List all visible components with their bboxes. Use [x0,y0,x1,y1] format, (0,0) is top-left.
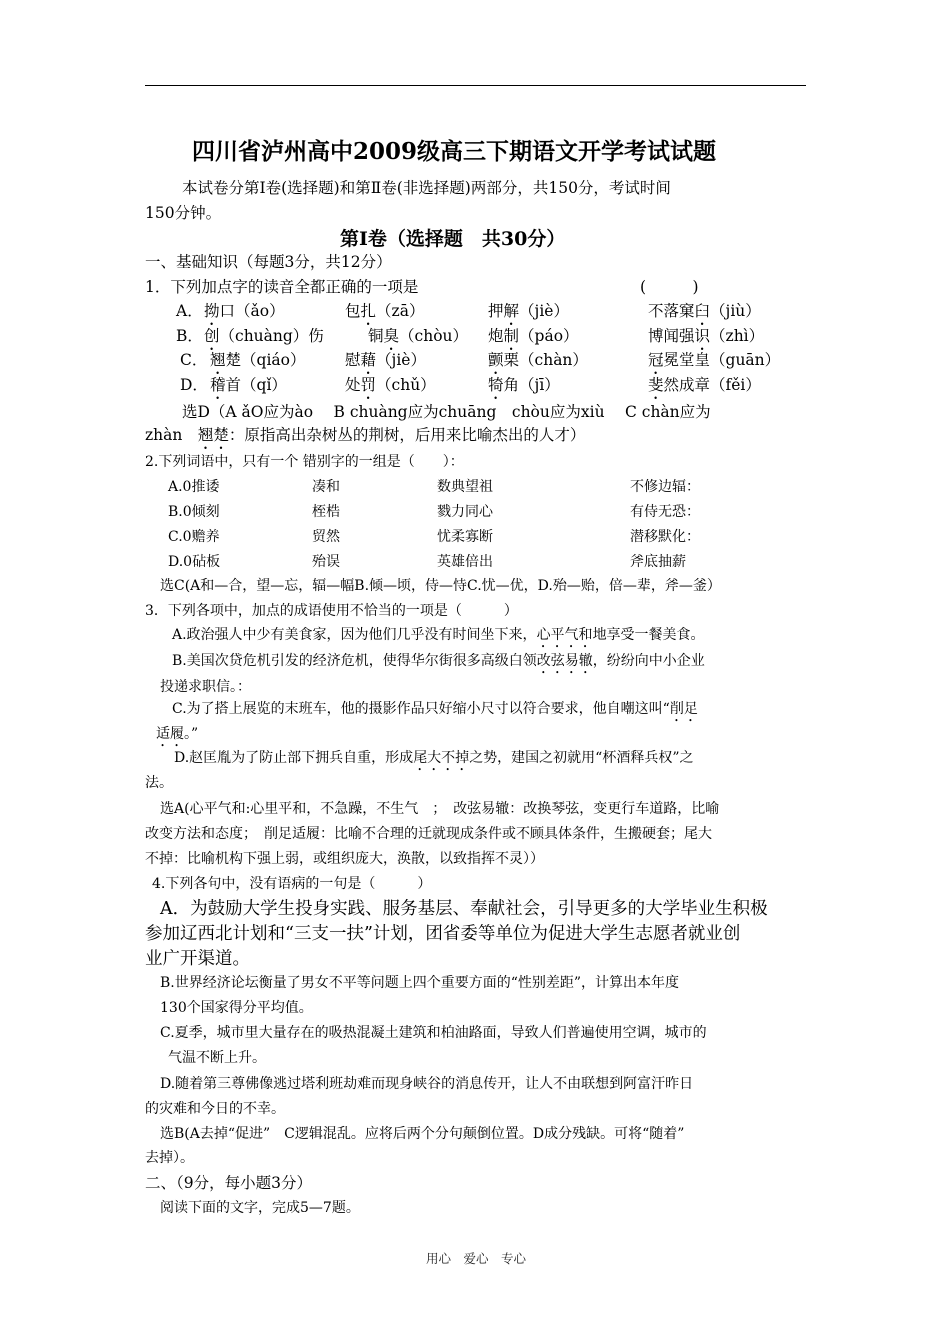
pinyin: （jiù） [710,302,761,320]
q4-option-d-line-1: D.随着第三尊佛像逃过塔利班劫难而现身峡谷的消息传开，让人不由联想到阿富汗昨日 [160,1076,694,1092]
dotted-char: 臭 [383,327,400,345]
dotted-idiom: 削足 [669,701,698,717]
q4-option-a-line-1: A．为鼓励大学生投身实践、服务基层、奉献社会，引导更多的大学毕业生积极 [160,899,768,919]
option-text: C.为了搭上展览的末班车，他的摄影作品只好缩小尺寸以符合要求，他自嘲这叫“ [172,701,670,717]
dotted-char: 臼 [694,302,711,320]
word-part: 慰 [345,351,361,369]
word-part: 不落窠 [648,302,695,320]
pinyin: 楚（qiáo） [225,351,306,369]
q2-cell: 戮力同心 [437,504,493,520]
dotted-char: 斐 [648,376,664,394]
word-part: 角 [503,376,520,394]
q4-answer-line-1: 选B(A去掉“促进” C逻辑混乱。应将后两个分句颠倒位置。D成分残缺。可将“随着” [160,1126,685,1142]
dotted-idiom: 适履 [156,726,184,742]
q3-option-c [172,699,698,725]
intro-line-2: 150分钟。 [145,204,222,222]
q2-cell: 殆误 [312,554,340,570]
word-part: 铜 [368,327,384,345]
q2-cell: D.0砧板 [168,554,221,570]
q2-cell: 凑和 [312,479,340,495]
pinyin: 首（qǐ） [225,376,287,394]
q2-answer: 选C(A和—合，望—忘，辐—幅B.倾—顷，侍—恃C.忧—优，D.殆—贻，倍—辈，斧—釜） [160,578,721,594]
pinyin: （chàn） [519,351,588,369]
q3-option-b [172,651,705,677]
dotted-char: 犄 [488,376,504,394]
q2-stem: 2.下列词语中，只有一个 错别字的一组是（ ）： [145,454,464,470]
option-text: D.赵匡胤为了防止部下拥兵自重，形成 [174,750,414,766]
pinyin: （jiè） [519,302,569,320]
intro-line-1: 本试卷分第Ⅰ卷(选择题)和第Ⅱ卷(非选择题)两部分，共150分，考试时间 [182,179,671,197]
word-part: 包 [345,302,361,320]
q2-cell: 贸然 [312,529,340,545]
q1-answer-blank: ( ) [640,278,699,296]
dotted-char: 稽 [210,376,226,394]
q2-cell: B.0倾刻 [168,504,220,520]
option-text: ，纷纷向中小企业 [592,653,705,669]
option-letter: D． [180,376,208,394]
q4-option-a-line-3: 业广开渠道。 [145,949,250,969]
dotted-char: 制 [503,327,520,345]
pinyin: （chòu） [399,327,469,345]
q1-answer-line-1: 选D（A ǎO应为ào B chuàng应为chuāng chòu应为xiù C chàn应为 [182,403,711,421]
word-part: 栗 [503,351,520,369]
option-letter: A． [176,302,203,320]
q2-cell: 忧柔寡断 [437,529,493,545]
word-part: 处 [345,376,361,394]
q4-answer-line-2: 去掉）。 [145,1150,194,1166]
dotted-idiom: 尾大不掉 [413,750,470,766]
q3-option-d [174,748,694,774]
q3-option-a [172,625,705,651]
dotted-char: 藉 [360,351,377,369]
q4-option-c-line-2: 气温不断上升。 [168,1050,266,1066]
part1-heading: 一、基础知识（每题3分，共12分） [145,253,392,271]
q3-option-d-cont: 法。 [145,775,173,791]
pinyin: （chǔ） [376,376,436,394]
pinyin: 冕堂皇（guān） [663,351,781,369]
option-letter: B． [176,327,203,345]
dotted-char: 解 [503,302,520,320]
option-letter: C． [180,351,208,369]
dotted-char: 冠 [648,351,664,369]
dotted-char: 拗 [204,302,220,320]
q2-cell: 有侍无恐： [630,504,700,520]
page-title: 四川省泸州高中2009级高三下期语文开学考试试题 [192,138,717,165]
word-part: 炮 [488,327,504,345]
q3-option-c-cont [156,724,198,750]
page-footer: 用心 爱心 专心 [426,1251,527,1266]
dotted-char: 识 [694,327,711,345]
pinyin: （chuàng）伤 [219,327,324,345]
section-title: 第Ⅰ卷（选择题 共30分） [340,228,566,250]
q4-option-b-line-1: B.世界经济论坛衡量了男女不平等问题上四个重要方面的“性别差距”，计算出本年度 [160,975,680,991]
q4-option-b-line-2: 130个国家得分平均值。 [160,1000,313,1016]
q3-option-b-cont: 投递求职信。： [160,679,251,695]
word-part: 押 [488,302,504,320]
dotted-word: 翘楚 [197,426,229,444]
q2-cell: A.0推诿 [168,479,220,495]
q3-answer-line-1: 选A(心平气和:心里平和，不急躁，不生气 ； 改弦易辙：改换琴弦，变更行车道路，比喻 [160,801,720,817]
q1-stem: 1．下列加点字的读音全都正确的一项是 [145,278,419,296]
header-rule [145,85,806,86]
option-text: B.美国次贷危机引发的经济危机，使得华尔街很多高级白领 [172,653,537,669]
part2-heading: 二、（9分，每小题3分） [145,1174,312,1192]
q2-cell: C.0赡养 [168,529,220,545]
dotted-char: 扎 [360,302,377,320]
q3-stem: 3．下列各项中，加点的成语使用不恰当的一项是（ ） [145,603,518,619]
answer-text: ：原指高出杂树丛的荆树，后用来比喻杰出的人才） [228,426,586,444]
pinyin: 口（ǎo） [219,302,285,320]
word-part: 博闻强 [648,327,695,345]
pinyin: （jiè） [376,351,426,369]
q4-stem: 4.下列各句中，没有语病的一句是（ ） [152,876,432,892]
q2-cell: 桎梏 [312,504,340,520]
q1-answer-line-2 [145,425,585,453]
q4-option-c-line-1: C.夏季，城市里大量存在的吸热混凝土建筑和柏油路面，导致人们普遍使用空调，城市的 [160,1025,707,1041]
dotted-char: 颤 [488,351,504,369]
part2-instruction: 阅读下面的文字，完成5—7题。 [160,1200,360,1216]
pinyin: 然成章（fěi） [663,376,761,394]
option-text: 之势，建国之初就用“杯酒释兵权”之 [469,750,694,766]
dotted-char: 创 [204,327,220,345]
q4-option-d-line-2: 的灾难和今日的不幸。 [145,1101,285,1117]
dotted-char: 翘 [210,351,226,369]
q3-answer-line-3: 不掉：比喻机构下强上弱，或组织庞大，涣散，以致指挥不灵）） [145,851,544,867]
q2-cell: 斧底抽薪 [630,554,686,570]
dotted-idiom: 改弦易辙 [536,653,593,669]
q2-cell: 数典望祖 [437,479,493,495]
q2-cell: 不修边辐： [630,479,700,495]
pinyin: （jī） [519,376,560,394]
pinyin: （páo） [519,327,579,345]
answer-text: zhàn [145,426,198,444]
q3-answer-line-2: 改变方法和态度； 削足适履：比喻不合理的迁就现成条件或不顾具体条件，生搬硬套；尾大 [145,826,712,842]
option-text: 地享受一餐美食。 [592,627,705,643]
option-text: A.政治强人中少有美食家，因为他们几乎没有时间坐下来， [172,627,537,643]
option-text: 。” [184,726,199,742]
dotted-idiom: 心平气和 [536,627,593,643]
q4-option-a-line-2: 参加辽西北计划和“三支一扶”计划，团省委等单位为促进大学生志愿者就业创 [145,924,741,944]
pinyin: （zā） [376,302,425,320]
pinyin: （zhì） [710,327,765,345]
dotted-char: 罚 [360,376,377,394]
q2-cell: 英雄倍出 [437,554,493,570]
q2-cell: 潜移默化： [630,529,700,545]
